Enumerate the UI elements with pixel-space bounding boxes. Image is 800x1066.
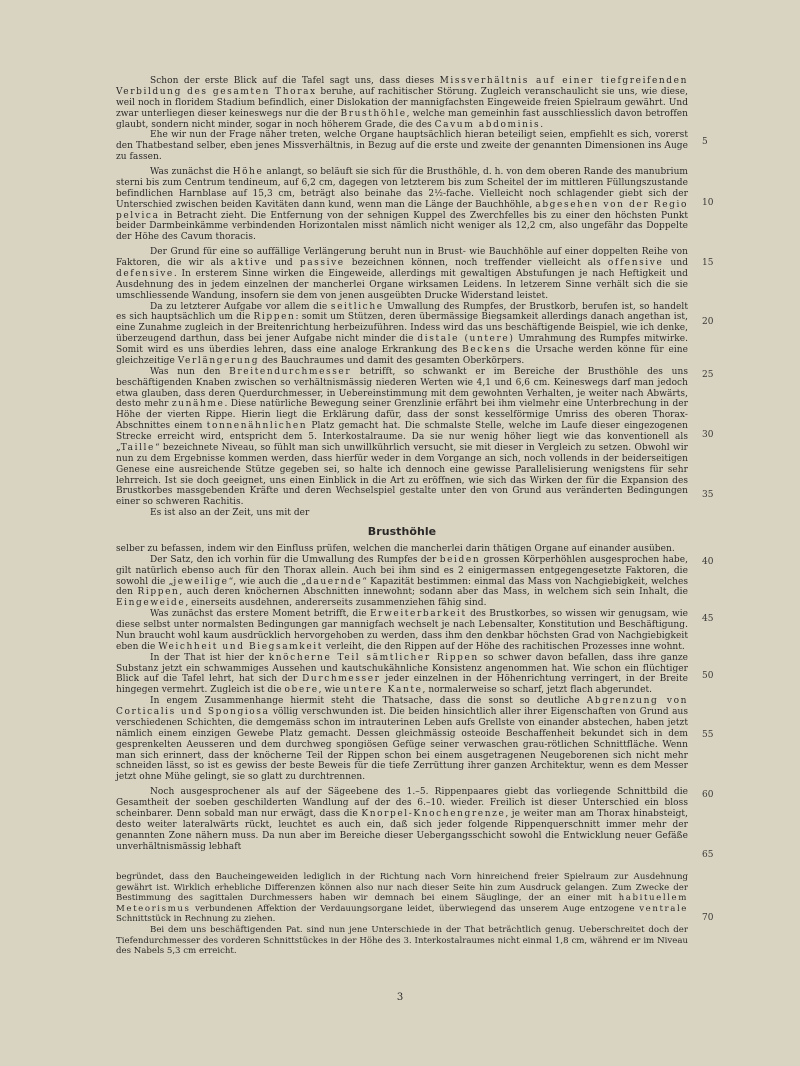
text-run: in Betracht zieht. Die Entfernung von der sehnigen Kuppel des Zwerchfelles bis zu einer den höchsten Punkt beider Darmbeinkämme verbindenden Horizontalen misst nämlich nicht weniger als 12,2 cm, also ungefähr das Doppelte der Höhe des Cavum thoracis. [116, 210, 688, 243]
text-run: verbundenen Affektion der Verdauungsorgane leidet, überwiegend das unserem Auge entzogene [190, 903, 640, 914]
line-number: 70 [702, 913, 714, 923]
paragraph-p5 [116, 302, 688, 367]
spaced-emphasis: aktive [230, 258, 269, 268]
text-run: betrifft, so schwankt er im Bereiche der Brusthöhle des uns beschäftigenden Knaben zwischen so verhältnismässig niederen Werten wie 4,1 und 6,6 cm. Keineswegs darf man jedoch etwa glauben, dass deren Querdurchmesser, in Uebereinstimmung mit dem gewohnten Verhalten, je weiter nach Abwärts, desto mehr [116, 366, 688, 410]
spaced-emphasis: abgesehen von der Regio pelvica [116, 199, 688, 221]
text-run: , je weiter man am Thorax hinabsteigt, desto weiter lateralwärts rückt, leuchtet es auch ein, daß sich jeder folgende Rippenquerschnitt immer mehr der genannten Zone nähern muss. Da nun aber im Bereiche dieser Uebergangsschicht sowohl die Entwicklung neuer Gefäße unverhältnismässig lebhaft [116, 808, 689, 852]
paragraph-p7 [116, 508, 688, 519]
paragraph-p2 [116, 130, 688, 163]
text-run: Es ist also an der Zeit, uns mit der [150, 508, 310, 519]
text-run: , einerseits ausdehnen, andererseits zusammenziehen fähig sind. [185, 598, 487, 609]
text-run: beruhe, auf rachitischer Störung. Zugleich veranschaulicht sie uns, wie diese, weil noch in floridem Stadium befindlich, einer Dislokation der mannigfachsten Eingeweide freien Spielraum gewährt. Und zwar unterliegen dieser keineswegs nur die der [116, 86, 688, 119]
text-run: , normalerweise so scharf, jetzt flach abgerundet. [422, 685, 653, 696]
text-run: : somit um Stützen, deren übermässige Biegsamkeit allerdings danach angethan ist, eine Zunahme zugleich in der Breitenrichtung herbeizuführen. Indess wird das uns beschäftigende Beispiel, wie ich denke, überzeugend darthun, dass bei jener Aufgabe nicht minder die [116, 312, 688, 345]
text-run: bezeichnen können, noch treffender vielleicht als [344, 258, 608, 268]
spaced-emphasis: seitliche [330, 301, 384, 312]
text-run: und [663, 258, 689, 268]
paragraph-p6 [116, 367, 688, 508]
spaced-emphasis: Erweiterbarkeit [370, 609, 467, 620]
spaced-emphasis: Beckens [462, 345, 512, 355]
text-run: Umrahmung des Rumpfes mitwirke. Somit wird es uns überdies lehren, dass eine analoge Erkrankung des [116, 334, 689, 355]
paragraph-p3 [116, 167, 688, 243]
line-number: 55 [702, 730, 714, 740]
spaced-emphasis: obere [284, 685, 319, 696]
body-text-top [116, 76, 688, 519]
text-run: . [540, 119, 544, 130]
spaced-emphasis: Missverhältnis auf einer tiefgreifenden Verbildung des gesamten Thorax [116, 76, 688, 97]
text-run: “ Kapazität bestimmen: einmal das Mass von Nachgiebigkeit, welches den [116, 576, 689, 598]
text-run: In der That ist hier der [150, 652, 269, 663]
line-number: 5 [702, 137, 708, 147]
spaced-emphasis: jeweilige [173, 576, 229, 587]
paragraph-f1 [116, 872, 688, 925]
spaced-emphasis: zunähme [171, 399, 225, 410]
spaced-emphasis: Rippen [253, 312, 296, 323]
text-run: so schwer davon befallen, dass ihre ganze Substanz jetzt ein schwammiges Aussehen und kautschukähnliche Konsistenz angenommen hat. Wie schon ein flüchtiger Blick auf die Tafel lehrt, hat sich der [116, 652, 688, 685]
text-run: die Ursache werden könne für eine gleichzeitige [116, 345, 688, 366]
page-number: 3 [396, 992, 404, 1003]
line-number: 25 [702, 370, 714, 380]
spaced-emphasis: habituellem Meteorismus [116, 893, 688, 914]
text-run: Was zunächst das erstere Moment betrifft, die [150, 609, 371, 620]
text-run: Ehe wir nun der Frage näher treten, welche Organe hauptsächlich hieran beteiligt seien, empfiehlt es sich, vorerst den Thatbestand selber, eben jenes Missverhältnis, in Bezug auf die erste und zweite der genannten Dimensionen ins Auge zu fassen. [116, 130, 688, 163]
body-text-bottom [116, 544, 688, 853]
line-number: 15 [702, 258, 714, 268]
spaced-emphasis: Breitendurchmesser [229, 366, 352, 377]
spaced-emphasis: Verlängerung [177, 355, 260, 366]
line-number: 35 [702, 490, 714, 500]
spaced-emphasis: Weichheit und Biegsamkeit [158, 641, 323, 652]
footnotes [116, 872, 688, 957]
paragraph-p11 [116, 653, 688, 697]
text-run: Schon der erste Blick auf die Tafel sagt uns, dass dieses [150, 76, 440, 86]
line-number: 20 [702, 317, 714, 327]
line-number: 10 [702, 198, 714, 208]
spaced-emphasis: Höhe [232, 167, 264, 177]
text-run: selber zu befassen, indem wir den Einfluss prüfen, welchen die mancherlei darin thätigen Organe auf einander ausüben. [116, 543, 675, 554]
spaced-emphasis: Rippen [137, 587, 180, 598]
text-run: verleiht, die den Rippen auf der Höhe des rachitischen Prozesses inne wohnt. [322, 641, 685, 652]
text-run: Da zu letzterer Aufgabe vor allem die [150, 301, 331, 312]
line-number: 45 [702, 614, 714, 624]
text-run: , welche man gemeinhin fast ausschliesslich davon betroffen glaubt, sondern nicht minder, sogar in noch höherem Grade, die des [116, 108, 688, 130]
spaced-emphasis: Durchmesser [302, 674, 381, 685]
line-number: 50 [702, 671, 714, 681]
spaced-emphasis: knöcherne Teil sämtlicher Rippen [268, 652, 479, 663]
paragraph-p13 [116, 787, 688, 852]
spaced-emphasis: untere Kante [343, 685, 423, 696]
text-run: anlangt, so beläuft sie sich für die Brusthöhle, d. h. von dem oberen Rande des manubrium sterni bis zum Centrum tendineum, auf 6,2 cm, dagegen von letzterem bis zum Scheitel der im mittleren Füllungszustande befindlichen Harnblase auf 15,3 cm, beträgt also beinahe das 2½-fache. Vielleicht noch schlagender giebt sich der Unterschied zwischen beiden Kavitäten dann kund, wenn man die Länge der Bauchhöhle, [116, 167, 688, 210]
text-run: völlig verschwunden ist. Die beiden hinsichtlich aller ihrer Eigenschaften von Grund aus verschiedenen Schichten, die demgemäss schon im intrauterinen Leben aufs Grellste von einander abstechen, haben jetzt nämlich einem einzigen Gewebe Platz gemacht. Dessen gleichmässig osteoide Beschaffenheit bekundet sich in dem gesprenkelten Aeusseren und dem durchweg spongiösen Gefüge seiner verwaschen grau-rötlichen Schnittfläche. Wenn man sich erinnert, dass der knöcherne Teil der Rippen schon bei einem ausgetragenen Neugeborenen sich nicht mehr schneiden lässt, so ist es gewiss der beste Beweis für die tiefe Zerrüttung ihrer ganzen Architektur, wenn es dem Messer jetzt ohne Mühe gelingt, sie so glatt zu durchtrennen. [116, 707, 688, 783]
line-number: 40 [702, 557, 714, 567]
text-run: Schnittstück in Rechnung zu ziehen. [116, 914, 276, 925]
section-heading: Brusthöhle [367, 525, 437, 538]
spaced-emphasis: Eingeweide [116, 598, 186, 609]
text-run: Bei dem uns beschäftigenden Pat. sind nun jene Unterschiede in der That beträchtlich genug. Ueberschreitet doch der Tiefendurchmesser des vorderen Schnittstückes in der Höhe des 3. Interkostalraumes nicht einmal 1,8 cm, während er im Niveau des Nabels 5,3 cm erreicht. [116, 924, 688, 957]
paragraph-p9 [116, 555, 688, 609]
spaced-emphasis: beiden [439, 554, 481, 565]
paragraph-p1 [116, 76, 688, 130]
text-run: Was zunächst die [150, 167, 233, 177]
line-number: 65 [702, 850, 714, 860]
text-run: Umwallung des Rumpfes, der Brustkorb, berufen ist, so handelt es sich hauptsächlich um die [116, 301, 689, 323]
spaced-emphasis: tonnenähnlichen [206, 421, 308, 432]
text-run: . Diese natürliche Bewegung seiner Grenzlinie erfährt bei ihm vielmehr eine Unterbrechung in der Höhe der vierten Rippe. Hierin liegt die Erklärung dafür, dass der sonst kesselförmige Umriss des oberen Thorax-Abschnittes einem [116, 399, 688, 432]
text-run: des Brustkorbes, so wissen wir genugsam, wie diese selbst unter normalsten Bedingungen gar mannigfach wechselt je nach Lebensalter, Konstitution und Beschäftigung. Nun braucht wohl kaum ausdrücklich hervorgehoben zu werden, dass ihm den denkbar höchsten Grad von Nachgiebigkeit eben die [116, 609, 689, 652]
text-run: “ bezeichnete Niveau, so fühlt man sich unwillkührlich versucht, sie mit dieser in Vergleich zu setzen. Obwohl wir nun zu dem Ergebnisse kommen werden, dass hierfür weder in dem Vorgange an sich, noch vollends in der beiderseitigen Genese eine ausreichende Stütze gegeben sei, so halte ich dennoch eine gewisse Parallelisierung wenigstens für sehr lehrreich. Ist sie doch geeignet, uns einen Einblick in die Art zu eröffnen, wie sich das Wirken der für die Expansion des Brustkorbes massgebenden Kräfte und deren Wechselspiel gestalte unter den von Grund aus veränderten Bedingungen einer so schweren Rachitis. [116, 442, 688, 508]
main-text-column [116, 76, 688, 852]
text-run: , auch deren knöchernen Abschnitten innewohnt; sodann aber das Mass, in welchem sich sein Inhalt, die [179, 587, 688, 598]
line-number: 30 [702, 430, 714, 440]
text-run: In engem Zusammenhange hiermit steht die Thatsache, dass die sonst so deutliche [150, 696, 587, 707]
text-run: Noch ausgesprochener als auf der Sägeebene des 1.–5. Rippenpaares giebt das vorliegende Schnittbild die Gesamtheit der soeben geschilderten Wandlung auf der des 6.–10. wieder. Freilich ist dieser Unterschied ein bloss scheinbarer. Denn sobald man nur erwägt, dass die [116, 787, 688, 819]
text-run: und [268, 258, 300, 268]
spaced-emphasis: dauernde [306, 576, 363, 587]
spaced-emphasis: Brusthöhle [340, 108, 407, 119]
paragraph-f2 [116, 925, 688, 957]
text-run: , wie [318, 685, 344, 696]
text-run: Der Satz, den ich vorhin für die Umwallung des Rumpfes der [150, 554, 440, 565]
text-run: des Bauchraumes und damit des gesamten Oberkörpers. [259, 355, 525, 366]
text-run: Was nun den [150, 366, 230, 377]
spaced-emphasis: Abgrenzung von Corticalis und Spongiosa [116, 696, 688, 717]
spaced-emphasis: Knorpel-Knochengrenze [361, 808, 506, 819]
spaced-emphasis: passive [299, 258, 345, 268]
text-run: grossen Körperhöhlen ausgesprochen habe, gilt natürlich ebenso auch für den Thorax allein. Auch bei ihm sind es 2 einigermassen entgegengesetzte Faktoren, die sowohl die „ [116, 554, 688, 587]
spaced-emphasis: distale (untere) [417, 334, 515, 345]
spaced-emphasis: offensive [607, 258, 664, 268]
text-run: . In ersterem Sinne wirken die Eingeweide, allerdings mit gewaltigen Abstufungen je nach Heftigkeit und Ausdehnung des in jedem einzelnen der mancherlei Organe wirksamen Leidens. In letzerem Sinne verhält sich die sie umschliessende Wandung, insofern sie dem von jenen ausgeübten Drucke Widerstand leistet. [116, 268, 688, 301]
spaced-emphasis: ventrale [639, 903, 688, 914]
text-run: “, wie auch die „ [228, 576, 307, 587]
line-number: 60 [702, 790, 714, 800]
paragraph-p12 [116, 696, 688, 783]
spaced-emphasis: defensive [116, 268, 174, 279]
spaced-emphasis: Taille [120, 442, 155, 453]
text-run: jeder einzelnen in der Höhenrichtung verringert, in der Breite hingegen vermehrt. Zugleich ist die [116, 674, 688, 696]
text-run: begründet, dass den Baucheingeweiden lediglich in der Richtung nach Vorn hinreichend freier Spielraum zur Ausdehnung gewährt ist. Wirklich erhebliche Differenzen können also nur nach dieser Seite hin zum Ausdruck gelangen. Zum Zwecke der Bestimmung des sagittalen Durchmessers haben wir demnach bei einem Säuglinge, der an einer mit [116, 872, 688, 904]
spaced-emphasis: Cavum abdominis [434, 119, 541, 130]
paragraph-p4 [116, 247, 688, 301]
text-run: Platz gemacht hat. Die schmalste Stelle, welche im Laufe dieser eingezogenen Strecke erreicht wird, entspricht dem 5. Interkostalraume. Da sie nur wenig höher liegt wie das konventionell als „ [116, 421, 688, 453]
text-run: Der Grund für eine so auffällige Verlängerung beruht nun in Brust- wie Bauchhöhle auf einer doppelten Reihe von Faktoren, die wir als [116, 247, 688, 268]
paragraph-p10 [116, 609, 688, 653]
paragraph-p8 [116, 544, 688, 555]
